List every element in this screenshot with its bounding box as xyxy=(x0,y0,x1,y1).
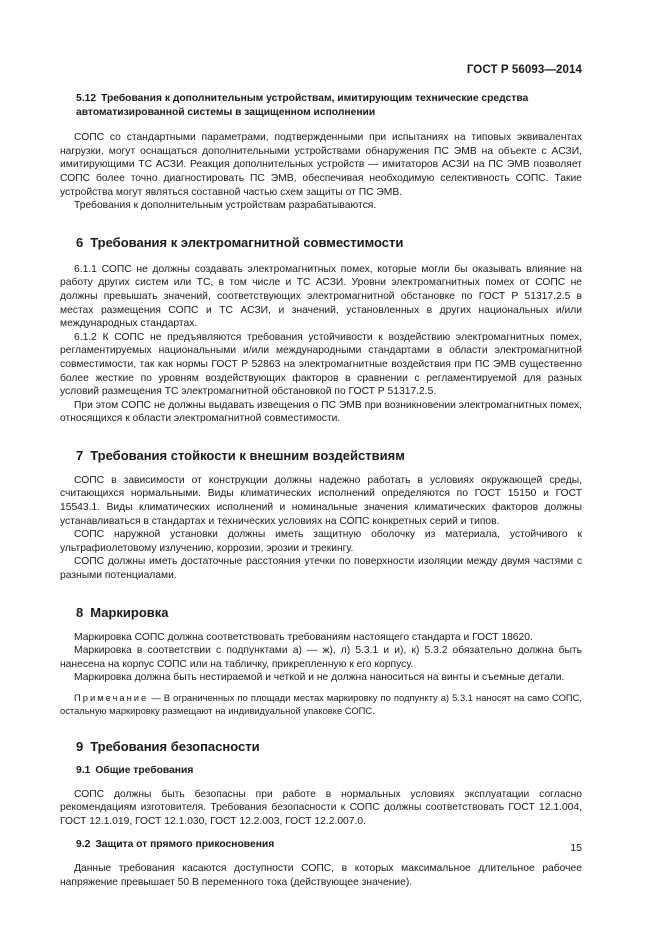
paragraph: СОПС должны быть безопасны при работе в нормальных условиях эксплуатации согласно рекомендациям изготовителя. Требования безопасности к СОПС должны соответствовать ГОСТ 12.1.004, ГОСТ 12.1.019, ГОСТ 12.1.030, ГОСТ 12.2.003, ГОСТ 12.2.007.0. xyxy=(60,788,582,827)
section-title: Требования к электромагнитной совместимости xyxy=(90,234,404,250)
subsection-title: Защита от прямого прикосновения xyxy=(95,839,275,851)
section-heading-7 xyxy=(60,448,582,464)
section-number: 8 xyxy=(76,604,84,620)
paragraph: СОПС в зависимости от конструкции должны надежно работать в условиях окружающей среды, считающихся нормальными. Виды климатических исполнений определяются по ГОСТ 15150 и ГОСТ 15543.1. Виды климатических исполнений и номинальные значения климатических факторов должны устанавливаться в стандартах и технических условиях на СОПС конкретных серий и типов. xyxy=(60,474,582,527)
subsection-heading-9-1 xyxy=(60,764,582,778)
paragraph: СОПС наружной установки должны иметь защитную оболочку из материала, устойчивого к ультрафиолетовому излучению, коррозии, эрозии и трекингу. xyxy=(60,529,582,554)
note-text: — В ограниченных по площади местах маркировку по подпункту а) 5.3.1 наносят на само СОПС, остальную маркировку размещают на индивидуальной упаковке СОПС. xyxy=(60,692,582,716)
subsection-title: Общие требования xyxy=(95,765,194,776)
paragraph: 6.1.1 СОПС не должны создавать электромагнитных помех, которые могли бы оказывать влияние на работу других систем или ТС, в том числе и ТС АСЗИ. Уровни электромагнитных помех от СОПС не должны превышать значений, соответствующих электромагнитной обстановке по ГОСТ Р 51317.2.5 в местах размещения СОПС и ТС АСЗИ, и значений, установленных в других национальных и/или международных стандартах. xyxy=(60,263,582,330)
section-heading-6 xyxy=(60,235,582,251)
section-number: 6 xyxy=(76,234,84,250)
paragraph: При этом СОПС не должны выдавать извещения о ПС ЭМВ при возникновении электромагнитных помех, относящихся к области электромагнитной совместимости. xyxy=(60,399,582,425)
subsection-number: 5.12 xyxy=(76,93,97,104)
paragraph: Маркировка СОПС должна соответствовать требованиям настоящего стандарта и ГОСТ 18620. xyxy=(74,631,533,643)
subsection-number: 9.1 xyxy=(76,765,91,776)
paragraph: Данные требования касаются доступности СОПС, в которых максимальное длительное рабочее напряжение превышает 50 В переменного тока (действующее значение). xyxy=(60,862,582,888)
subsection-heading-9-2 xyxy=(60,838,582,852)
section-heading-9 xyxy=(60,739,582,755)
subsection-heading-5-12 xyxy=(60,92,582,119)
section-number: 7 xyxy=(76,447,84,463)
paragraph: Требования к дополнительным устройствам разрабатываются. xyxy=(74,200,377,212)
paragraph: Маркировка должна быть нестираемой и четкой и не должна наноситься на винты и съемные детали. xyxy=(74,672,565,684)
section-title: Требования стойкости к внешним воздействиям xyxy=(90,447,405,463)
note-label: Примечание xyxy=(74,692,149,703)
subsection-title: Требования к дополнительным устройствам, имитирующим технические средства автоматизированной системы в защищенном исполнении xyxy=(76,93,529,118)
paragraph: СОПС должны иметь достаточные расстояния утечки по поверхности изоляции между двумя частями с разными потенциалами. xyxy=(60,556,582,582)
paragraph: СОПС со стандартными параметрами, подтвержденными при испытаниях на типовых эквивалентах нагрузки, могут оснащаться дополнительными устройствами обнаружения ПС ЭМВ на объекте с АСЗИ, имитирующими ТС АСЗИ. Реакция дополнительных устройств — имитаторов АСЗИ на ПС ЭМВ позволяет СОПС более точно диагностировать ПС ЭМВ, обеспечивая необходимую селективность СОПС. Такие устройства могут являться составной частью схем защиты от ПС ЭМВ. xyxy=(60,132,582,198)
paragraph: Маркировка в соответствии с подпунктами а) — ж), л) 5.3.1 и и), к) 5.3.2 обязательно должна быть нанесена на корпус СОПС или на табличку, прикрепленную к его корпусу. xyxy=(60,645,582,670)
section-title: Маркировка xyxy=(90,604,169,620)
note xyxy=(60,691,582,717)
page-number: 15 xyxy=(570,842,582,854)
section-number: 9 xyxy=(76,739,84,754)
document-code-header: ГОСТ Р 56093—2014 xyxy=(466,64,582,76)
section-heading-8 xyxy=(60,605,582,621)
subsection-number: 9.2 xyxy=(76,839,91,851)
paragraph: 6.1.2 К СОПС не предъявляются требования устойчивости к воздействию электромагнитных помех, регламентируемых национальными и/или международными стандартами в области электромагнитной совместимости, так как нормы ГОСТ Р 52863 на электромагнитные воздействия при ПС ЭМВ существенно более жесткие по уровням воздействующих факторов в сравнении с регламентируемой для разных условий размещения ТС электромагнитной обстановкой по ГОСТ Р 51317.2.5. xyxy=(60,331,582,398)
page-content xyxy=(60,92,582,889)
section-title: Требования безопасности xyxy=(90,739,260,754)
